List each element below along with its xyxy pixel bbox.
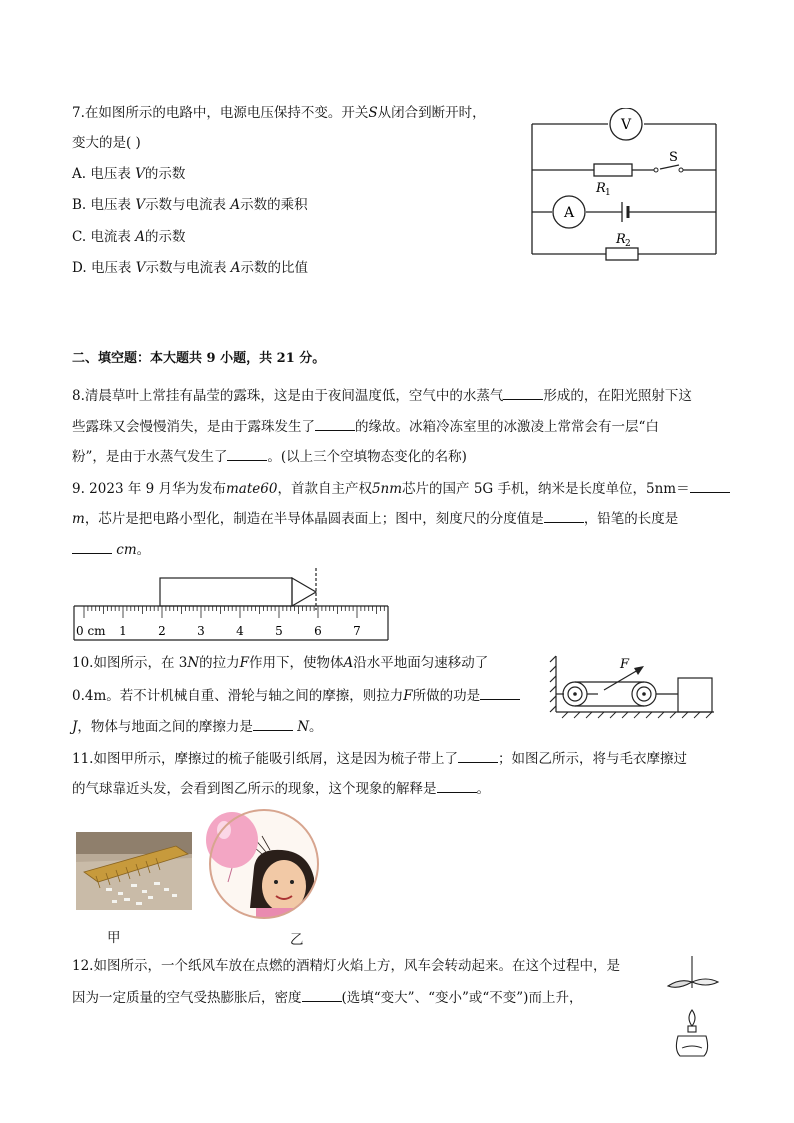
q10-blank-2[interactable] xyxy=(253,716,293,731)
balloon-photo xyxy=(204,808,324,920)
ruler-label-0: 0 cm xyxy=(76,624,106,638)
q9-blank-3[interactable] xyxy=(72,539,112,554)
q9-blank-2[interactable] xyxy=(544,508,584,523)
pulley-figure xyxy=(548,652,718,724)
pencil-body xyxy=(160,578,292,606)
q8-line1: 8.清晨草叶上常挂有晶莹的露珠，这是由于夜间温度低，空气中的水蒸气 形成的，在阳光照射下这 xyxy=(72,385,692,406)
ruler-label-5: 5 xyxy=(275,624,283,638)
q8-blank-2[interactable] xyxy=(315,416,355,431)
ruler-label-4: 4 xyxy=(236,624,244,638)
q9-blank-1[interactable] xyxy=(690,478,730,493)
q7-option-d[interactable]: D. 电压表 V示数与电流表 A示数的比值 xyxy=(72,260,309,276)
q11-line2: 的气球靠近头发，会看到图乙所示的现象，这个现象的解释是 。 xyxy=(72,778,490,799)
q7-option-c[interactable]: C. 电流表 A的示数 xyxy=(72,229,186,245)
q11-blank-2[interactable] xyxy=(437,778,477,793)
q10-line1: 10.如图所示，在 3N的拉力F作用下，使物体A沿水平地面匀速移动了 xyxy=(72,655,489,671)
r2-subscript: 2 xyxy=(625,239,631,249)
r1-label: R xyxy=(596,181,606,196)
q7-circuit-diagram xyxy=(524,108,724,264)
q8-line3: 粉”，是由于水蒸气发生了 。(以上三个空填物态变化的名称) xyxy=(72,446,467,467)
ruler-figure xyxy=(70,566,392,644)
q7-option-a[interactable]: A. 电压表 V的示数 xyxy=(72,166,186,182)
q9-line1: 9. 2023 年 9 月华为发布mate60，首款自主产权5nm芯片的国产 5G 手机，纳米是长度单位，5nm＝ xyxy=(72,478,730,499)
switch-label: S xyxy=(669,150,678,165)
q11-line1: 11.如图甲所示，摩擦过的梳子能吸引纸屑，这是因为梳子带上了 ；如图乙所示，将与毛衣摩擦过 xyxy=(72,748,687,769)
q12-line1: 12.如图所示，一个纸风车放在点燃的酒精灯火焰上方，风车会转动起来。在这个过程中，是 xyxy=(72,958,620,974)
label-jia: 甲 xyxy=(107,930,121,946)
ruler-label-6: 6 xyxy=(314,624,322,638)
ammeter-label: A xyxy=(563,205,575,221)
voltmeter-label: V xyxy=(620,117,632,133)
q9-line3: cm。 xyxy=(72,539,150,560)
r1-subscript: 1 xyxy=(605,188,611,198)
comb-photo xyxy=(76,832,192,910)
ruler-label-1: 1 xyxy=(119,624,127,638)
q7-stem-line1: 7.在如图所示的电路中，电源电压保持不变。开关S从闭合到断开时， xyxy=(72,105,486,121)
r2-label: R xyxy=(616,232,626,247)
q8-blank-3[interactable] xyxy=(227,446,267,461)
q8-line2: 些露珠又会慢慢消失，是由于露珠发生了 的缘故。冰箱冷冻室里的冰激凌上常常会有一层“白 xyxy=(72,416,659,437)
q7-stem-line2: 变大的是( ) xyxy=(72,135,141,151)
q10-blank-1[interactable] xyxy=(480,685,520,700)
ruler-label-2: 2 xyxy=(158,624,166,638)
pencil-tip xyxy=(292,578,316,606)
q8-blank-1[interactable] xyxy=(503,385,543,400)
q7-option-b[interactable]: B. 电压表 V示数与电流表 A示数的乘积 xyxy=(72,197,308,213)
force-label: F xyxy=(620,657,630,672)
windmill-lamp-figure xyxy=(664,952,724,1064)
q11-blank-1[interactable] xyxy=(458,748,498,763)
label-yi: 乙 xyxy=(290,932,304,948)
ruler-label-3: 3 xyxy=(197,624,205,638)
q10-line2: 0.4m。若不计机械自重、滑轮与轴之间的摩擦，则拉力F所做的功是 xyxy=(72,685,520,706)
ruler-label-7: 7 xyxy=(353,624,361,638)
q10-line3: J，物体与地面之间的摩擦力是 N。 xyxy=(72,716,323,737)
q12-line2: 因为一定质量的空气受热膨胀后，密度 (选填“变大”、“变小”或“不变”)而上升， xyxy=(72,987,582,1008)
q12-blank-1[interactable] xyxy=(302,987,342,1002)
section-heading: 二、填空题：本大题共 9 小题，共 21 分。 xyxy=(72,351,326,366)
q9-line2: m，芯片是把电路小型化，制造在半导体晶圆表面上；图中，刻度尺的分度值是 ，铅笔的长度是 xyxy=(72,508,678,529)
